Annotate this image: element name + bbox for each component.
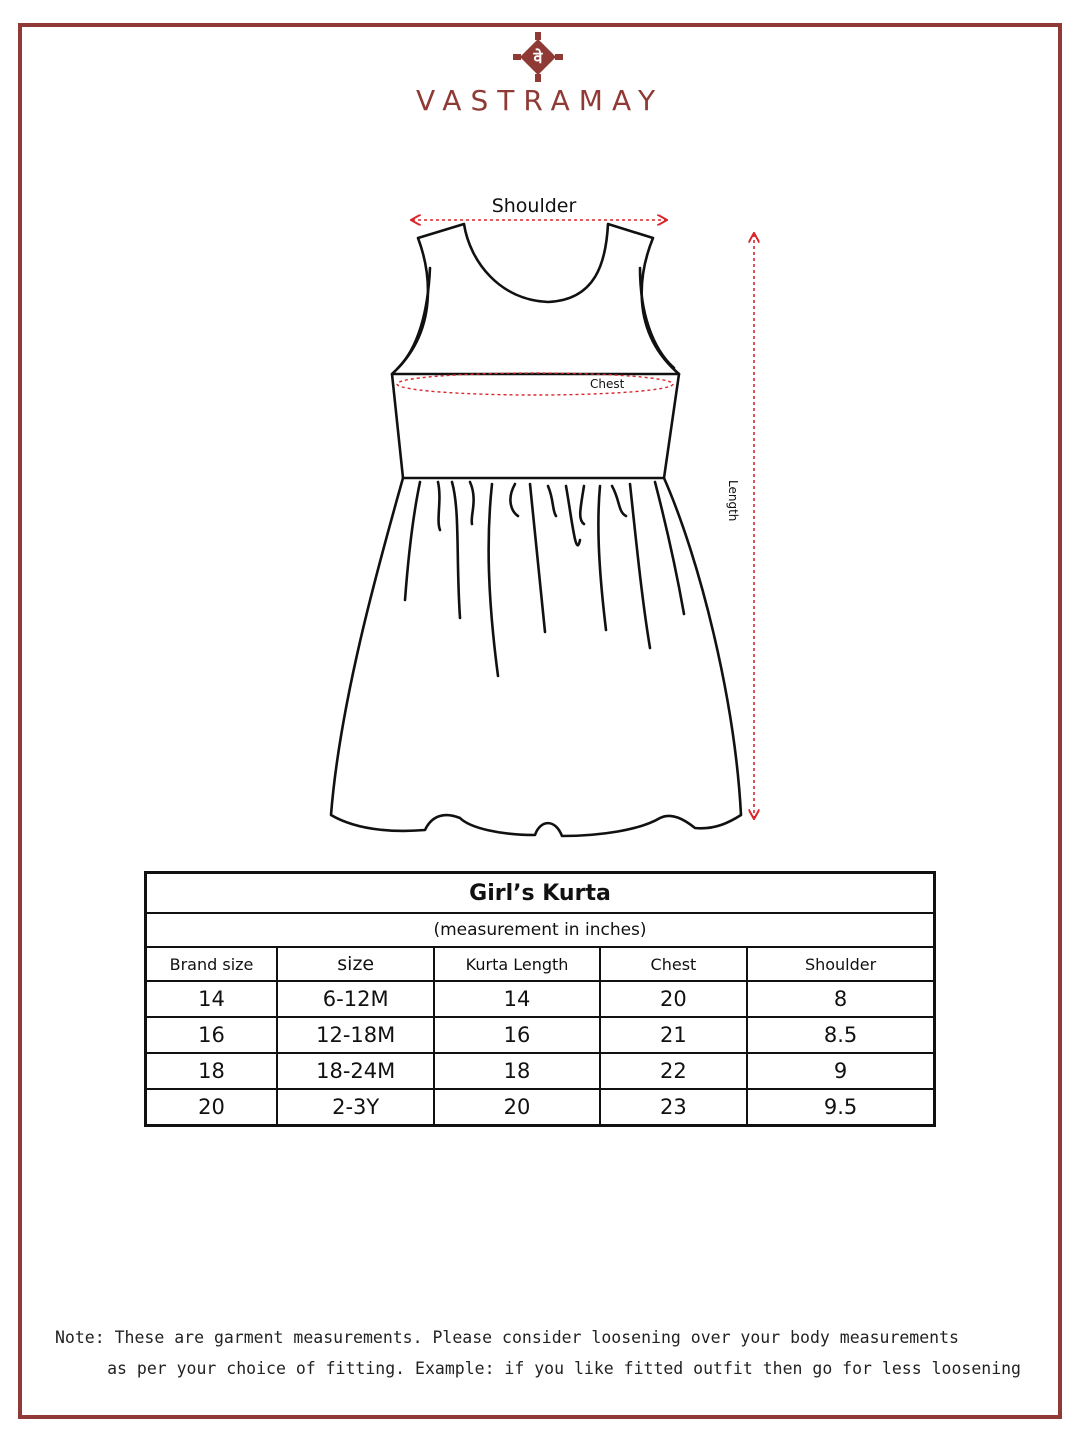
cell-brand-size: 20: [146, 1089, 278, 1126]
header-size: size: [277, 947, 434, 981]
cell-size: 18-24M: [277, 1053, 434, 1089]
table-row: [146, 1089, 935, 1126]
cell-kurta-length: 20: [434, 1089, 599, 1126]
cell-size: 12-18M: [277, 1017, 434, 1053]
fitting-note: [55, 1322, 1021, 1384]
shoulder-label: Shoulder: [491, 195, 577, 217]
brand-name: VASTRAMAY: [415, 84, 665, 117]
cell-kurta-length: 18: [434, 1053, 599, 1089]
cell-chest: 21: [600, 1017, 747, 1053]
size-chart-table: [144, 871, 936, 1127]
cell-chest: 20: [600, 981, 747, 1017]
note-line-1: Note: These are garment measurements. Please consider loosening over your body measurements: [55, 1328, 959, 1347]
cell-shoulder: 8: [747, 981, 934, 1017]
table-row: [146, 1053, 935, 1089]
cell-kurta-length: 14: [434, 981, 599, 1017]
table-title: Girl’s Kurta: [146, 873, 935, 914]
cell-shoulder: 8.5: [747, 1017, 934, 1053]
header-kurta-length: Kurta Length: [434, 947, 599, 981]
svg-text:वे: वे: [533, 48, 543, 67]
header-shoulder: Shoulder: [747, 947, 934, 981]
length-label: Length: [726, 480, 740, 522]
cell-brand-size: 14: [146, 981, 278, 1017]
chest-label: Chest: [590, 377, 625, 391]
cell-size: 6-12M: [277, 981, 434, 1017]
cell-brand-size: 18: [146, 1053, 278, 1089]
cell-shoulder: 9: [747, 1053, 934, 1089]
note-line-2: as per your choice of fitting. Example: if you like fitted outfit then go for less loosening: [107, 1359, 1021, 1378]
table-header-row: [146, 947, 935, 981]
cell-brand-size: 16: [146, 1017, 278, 1053]
table-row: [146, 1017, 935, 1053]
cell-shoulder: 9.5: [747, 1089, 934, 1126]
header-brand-size: Brand size: [146, 947, 278, 981]
cell-size: 2-3Y: [277, 1089, 434, 1126]
table-row: [146, 981, 935, 1017]
cell-kurta-length: 16: [434, 1017, 599, 1053]
cell-chest: 22: [600, 1053, 747, 1089]
table-subtitle: (measurement in inches): [146, 913, 935, 947]
cell-chest: 23: [600, 1089, 747, 1126]
header-chest: Chest: [600, 947, 747, 981]
